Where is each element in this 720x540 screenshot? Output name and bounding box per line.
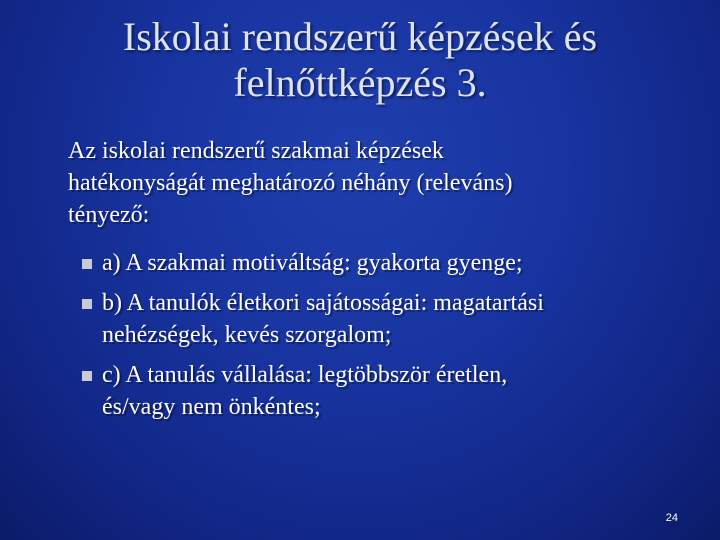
intro-line-1: Az iskolai rendszerű szakmai képzések: [68, 138, 444, 164]
intro-line-2: hatékonyságát meghatározó néhány (releváns): [68, 170, 513, 196]
bullet-b-line-2: nehézségek, kevés szorgalom;: [102, 322, 392, 348]
square-bullet-icon: [82, 371, 92, 381]
bullet-a-line-1: a) A szakmai motiváltság: gyakorta gyenge;: [102, 250, 523, 276]
intro-text: [68, 135, 688, 231]
page-number: 24: [665, 512, 678, 524]
square-bullet-icon: [82, 259, 92, 269]
bullet-item-a: [68, 247, 688, 279]
title-line-2: felnőttképzés 3.: [233, 60, 487, 105]
slide-title: [40, 14, 680, 106]
bullet-c-line-1: c) A tanulás vállalása: legtöbbször éretlen,: [102, 362, 508, 388]
bullet-item-b: [68, 287, 688, 351]
title-line-1: Iskolai rendszerű képzések és: [122, 14, 598, 59]
bullet-b-line-1: b) A tanulók életkori sajátosságai: magatartási: [102, 290, 544, 316]
bullet-item-c: [68, 359, 688, 423]
bullet-c-line-2: és/vagy nem önkéntes;: [102, 394, 321, 420]
intro-line-3: tényező:: [68, 202, 150, 228]
square-bullet-icon: [82, 299, 92, 309]
bullet-list: [68, 247, 688, 431]
